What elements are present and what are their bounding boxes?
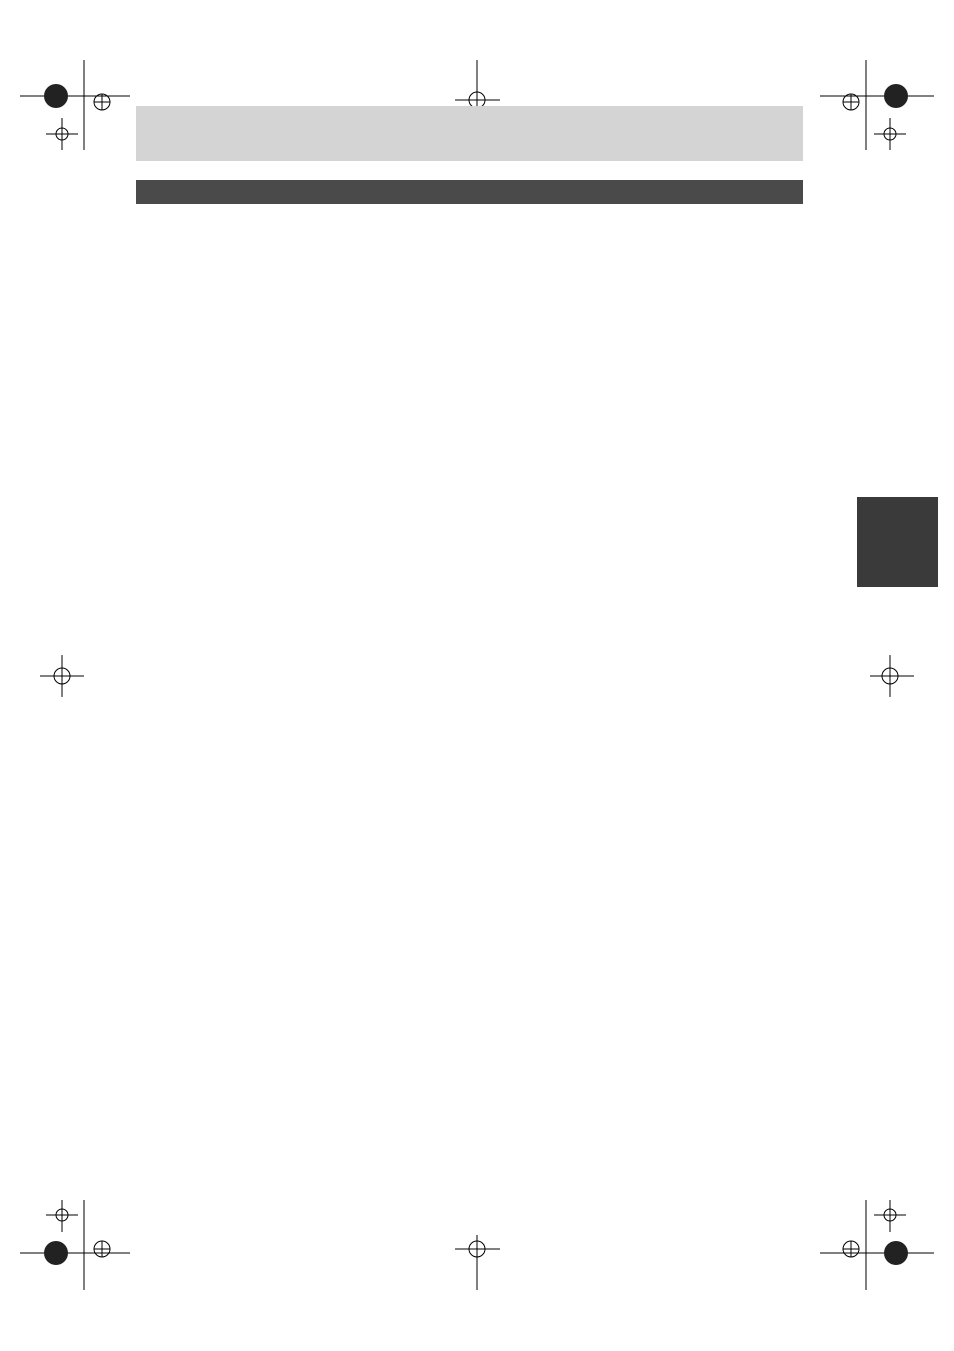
- title-bar: [136, 106, 803, 161]
- side-tab: [857, 497, 938, 587]
- subtitle-bar: [136, 180, 803, 204]
